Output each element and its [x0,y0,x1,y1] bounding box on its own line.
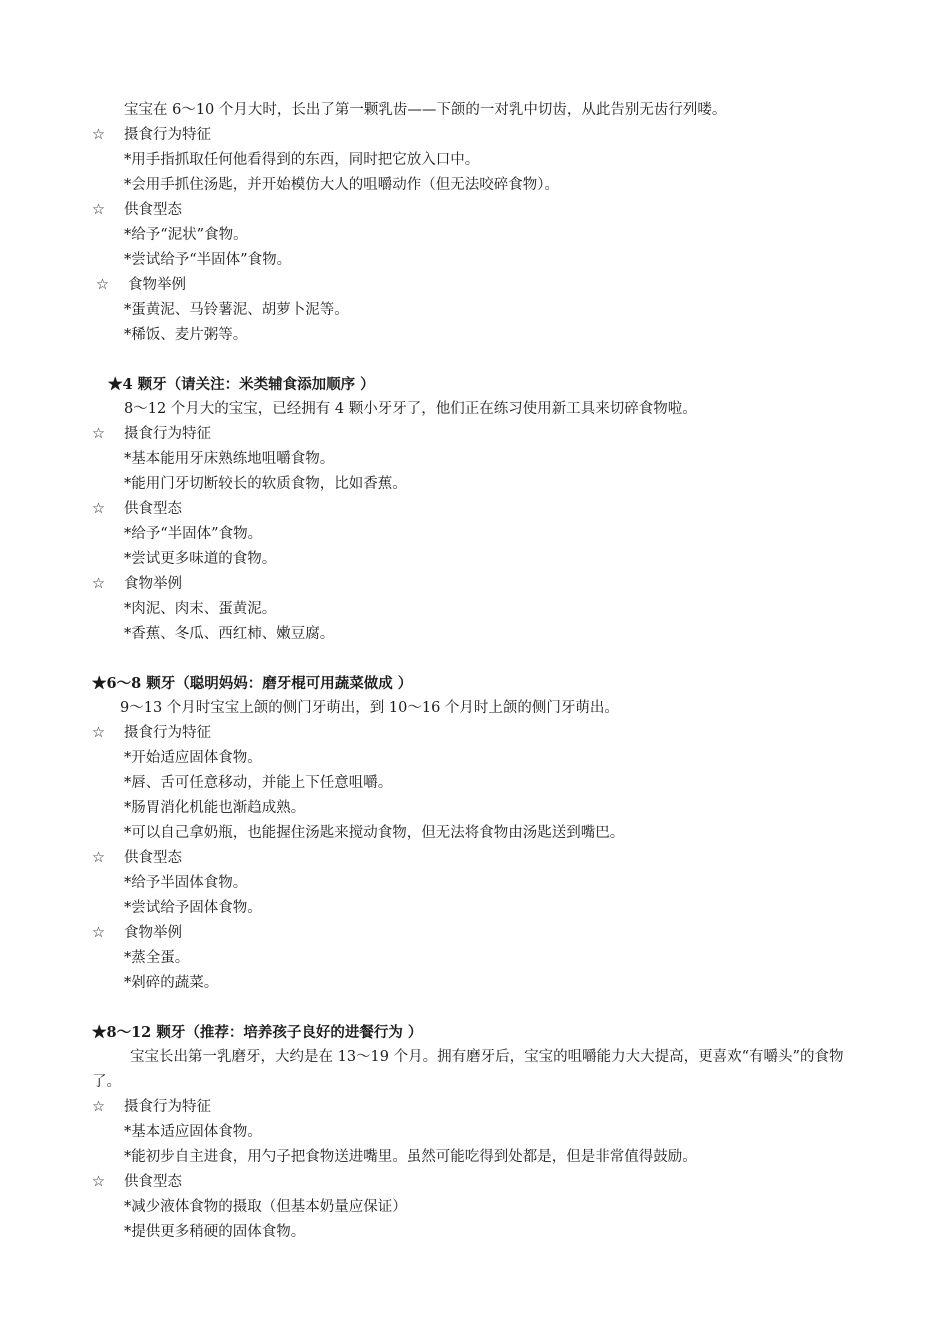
list-item: *提供更多稍硬的固体食物。 [124,1224,306,1240]
list-item: *稀饭、麦片粥等。 [124,327,248,343]
list-item: *香蕉、冬瓜、西红柿、嫩豆腐。 [124,626,335,642]
subheading: ☆ 供食型态 [92,846,182,871]
list-item: *给予“半固体”食物。 [124,526,263,542]
subheading: ☆ 供食型态 [92,1170,182,1195]
list-item: *基本适应固体食物。 [124,1124,262,1140]
subheading: ☆ 摄食行为特征 [92,1095,211,1120]
star-outline-icon: ☆ [92,576,105,592]
paragraph: 8～12 个月大的宝宝，已经拥有 4 颗小牙牙了，他们正在练习使用新工具来切碎食物啦。 [124,401,697,417]
list-item: *肠胃消化机能也渐趋成熟。 [124,800,306,816]
list-item: *用手指抓取任何他看得到的东西，同时把它放入口中。 [124,152,480,168]
paragraph: 宝宝在 6～10 个月大时，长出了第一颗乳齿——下颌的一对乳中切齿，从此告别无齿行列喽。 [124,102,727,118]
subheading: ☆ 食物举例 [92,921,182,946]
star-outline-icon: ☆ [92,850,105,866]
list-item: *尝试给予“半固体”食物。 [124,252,292,268]
list-item: *唇、舌可任意移动，并能上下任意咀嚼。 [124,775,393,791]
star-outline-icon: ☆ [92,725,105,741]
list-item: *能用门牙切断较长的软质食物，比如香蕉。 [124,476,407,492]
paragraph: 宝宝长出第一乳磨牙，大约是在 13～19 个月。拥有磨牙后，宝宝的咀嚼能力大大提高，更喜欢“有嚼头”的食物了。 [92,1049,844,1090]
star-outline-icon: ☆ [96,277,109,293]
subheading: ☆ 摄食行为特征 [92,721,211,746]
section-heading: ★8～12 颗牙（推荐：培养孩子良好的进餐行为 ） [92,1024,423,1041]
list-item: *给予“泥状”食物。 [124,227,248,243]
list-item: *肉泥、肉末、蛋黄泥。 [124,601,277,617]
star-outline-icon: ☆ [92,127,105,143]
star-outline-icon: ☆ [92,202,105,218]
section-heading: ★6～8 颗牙（聪明妈妈：磨牙棍可用蔬菜做成 ） [92,675,413,692]
star-outline-icon: ☆ [92,1099,105,1115]
list-item: *尝试更多味道的食物。 [124,551,277,567]
star-outline-icon: ☆ [92,501,105,517]
list-item: *减少液体食物的摄取（但基本奶量应保证） [124,1199,407,1215]
list-item: *能初步自主进食，用勺子把食物送进嘴里。虽然可能吃得到处都是，但是非常值得鼓励。 [124,1149,697,1165]
paragraph: 9～13 个月时宝宝上颌的侧门牙萌出，到 10～16 个月时上颌的侧门牙萌出。 [120,700,619,716]
list-item: *会用手抓住汤匙，并开始模仿大人的咀嚼动作（但无法咬碎食物）。 [124,177,559,193]
list-item: *给予半固体食物。 [124,875,248,891]
subheading: ☆ 摄食行为特征 [92,123,211,148]
subheading: ☆ 食物举例 [92,572,182,597]
list-item: *开始适应固体食物。 [124,750,262,766]
star-outline-icon: ☆ [92,925,105,941]
star-outline-icon: ☆ [92,426,105,442]
star-outline-icon: ☆ [92,1174,105,1190]
subheading: ☆ 供食型态 [92,497,182,522]
section-heading: ★4 颗牙（请关注：米类辅食添加顺序 ） [108,376,375,393]
list-item: *尝试给予固体食物。 [124,900,262,916]
subheading: ☆ 食物举例 [96,273,186,298]
subheading: ☆ 供食型态 [92,198,182,223]
list-item: *可以自己拿奶瓶，也能握住汤匙来搅动食物，但无法将食物由汤匙送到嘴巴。 [124,825,625,841]
list-item: *蒸全蛋。 [124,950,190,966]
list-item: *剁碎的蔬菜。 [124,975,219,991]
list-item: *基本能用牙床熟练地咀嚼食物。 [124,451,335,467]
subheading: ☆ 摄食行为特征 [92,422,211,447]
list-item: *蛋黄泥、马铃薯泥、胡萝卜泥等。 [124,302,349,318]
